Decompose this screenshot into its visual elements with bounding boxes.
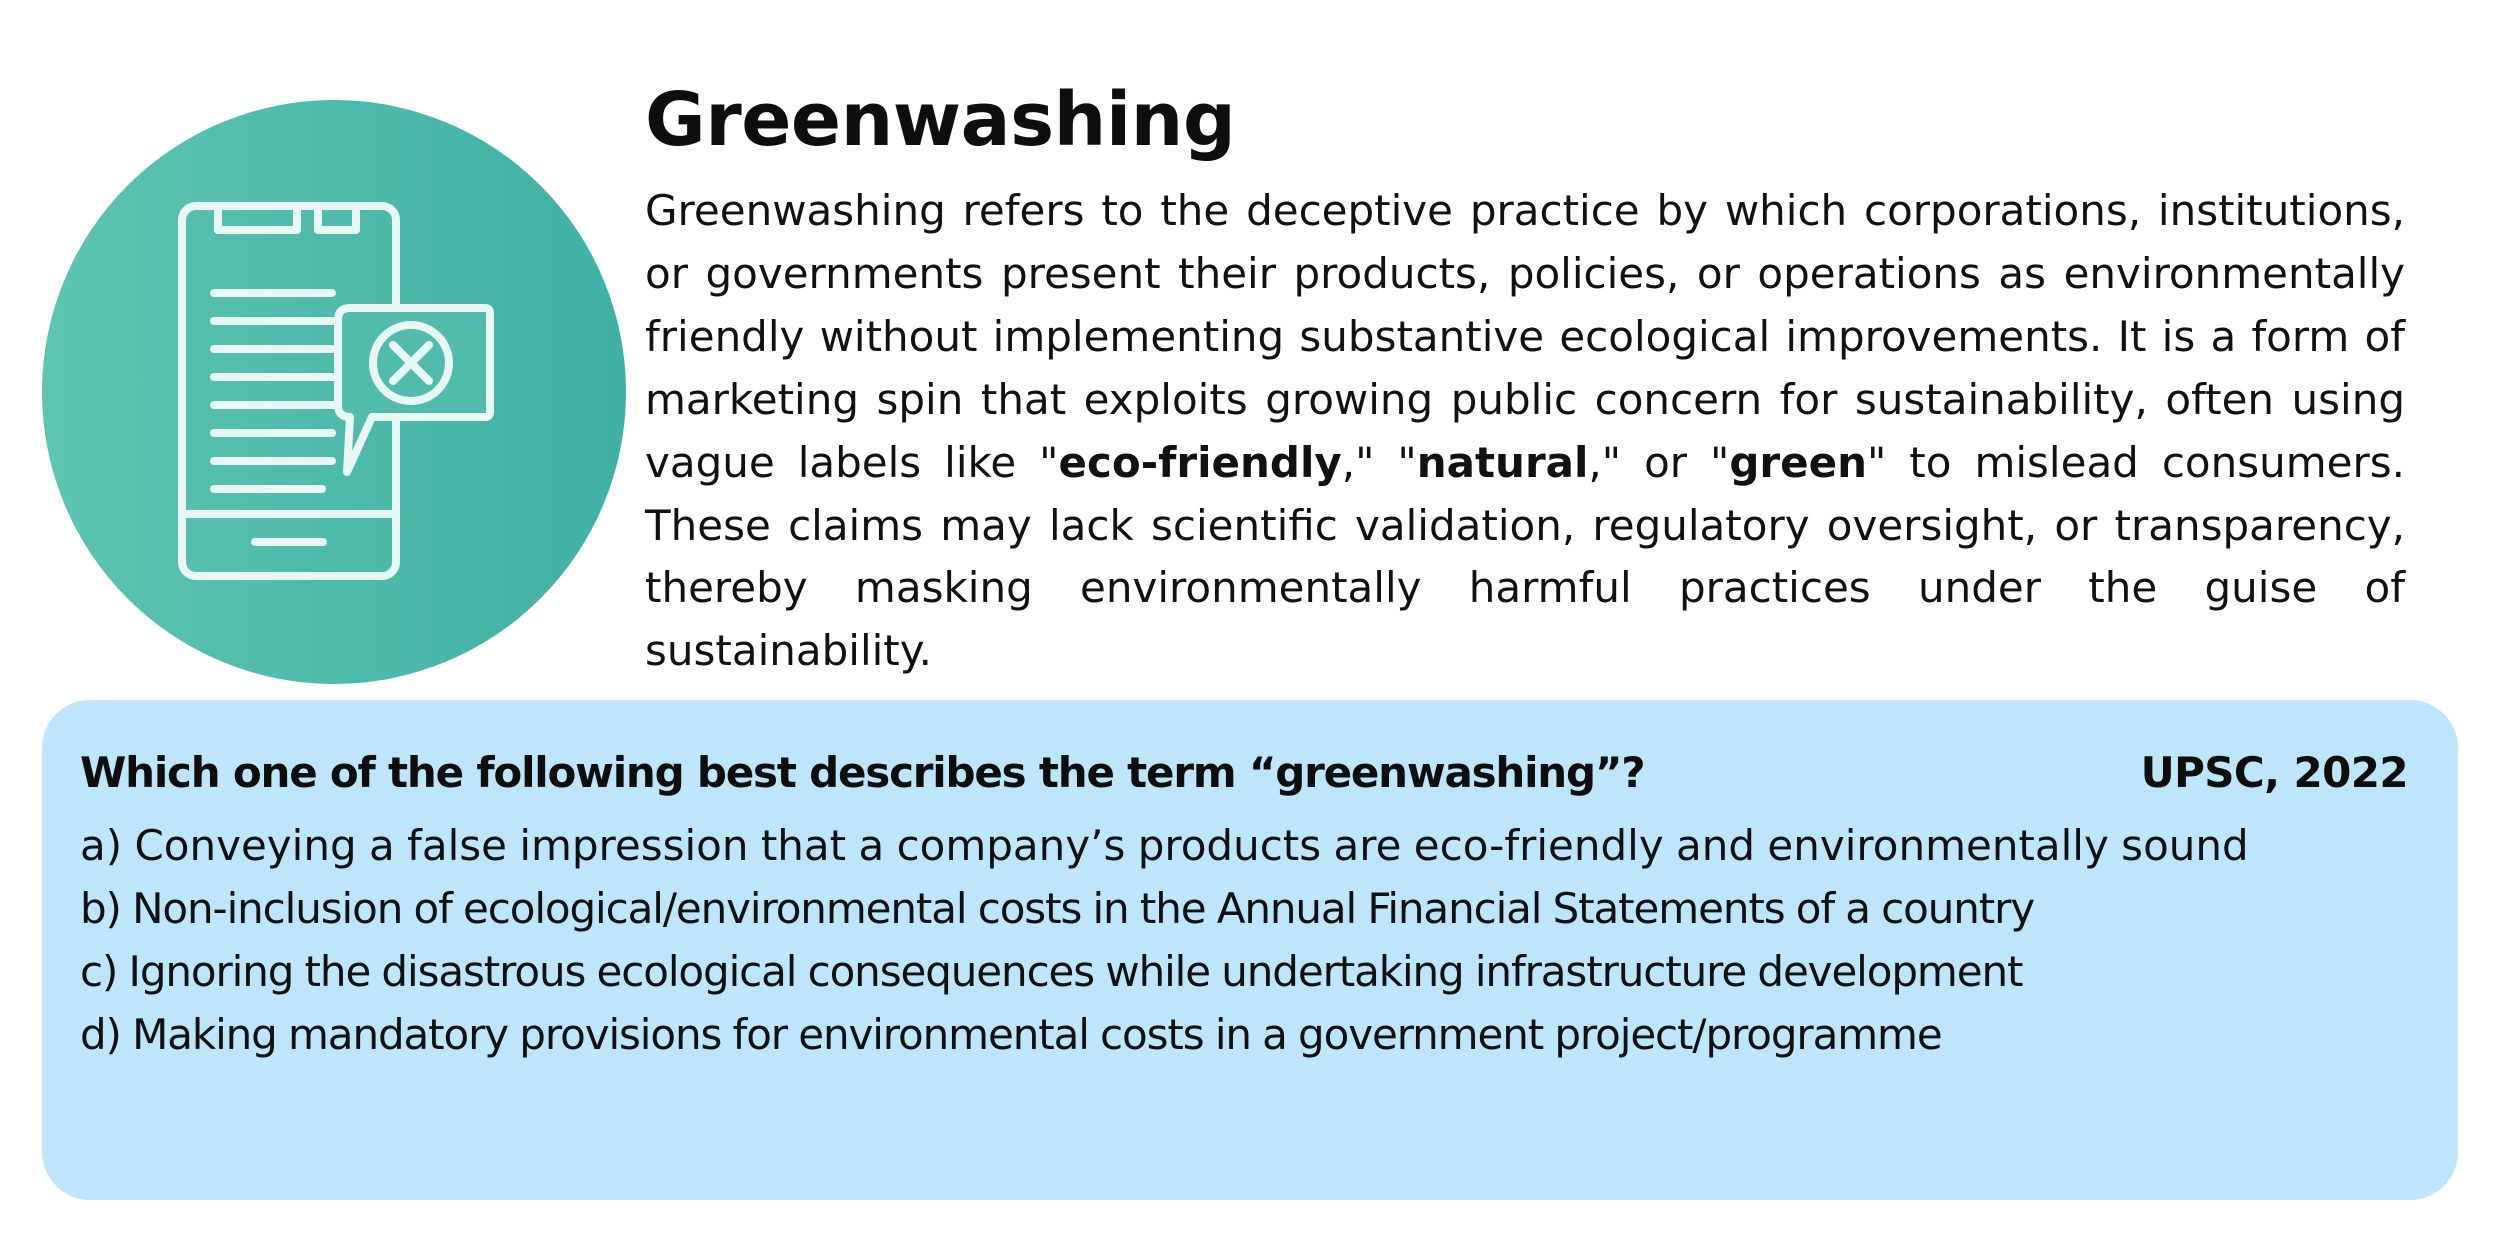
icon-circle <box>42 100 626 684</box>
option-b: b) Non-inclusion of ecological/environmental costs in the Annual Financial Statements of a country <box>80 883 2035 933</box>
quiz-source: UPSC, 2022 <box>2140 748 2408 797</box>
term-natural: natural <box>1416 437 1589 487</box>
definition-text: ," " <box>1341 437 1417 487</box>
term-eco-friendly: eco-friendly <box>1058 437 1342 487</box>
quiz-box <box>42 700 2458 1200</box>
option-c: c) Ignoring the disastrous ecological consequences while undertaking infrastructure development <box>80 946 2023 996</box>
term-green: green <box>1729 437 1867 487</box>
option-d: d) Making mandatory provisions for environmental costs in a government project/programme <box>80 1009 1942 1059</box>
definition-text: " to mislead consumers. These claims may lack scientific validation, regulatory oversight, or transparency, thereby masking environmentally harmful practices under the guise of sustainability. <box>645 437 2405 676</box>
quiz-question: Which one of the following best describes the term “greenwashing”? <box>80 748 1645 797</box>
definition-paragraph <box>645 180 2405 683</box>
page-title: Greenwashing <box>645 77 1236 163</box>
definition-text: Greenwashing refers to the deceptive practice by which corporations, institutions, or governments present their products, policies, or operations as environmentally friendly without implementing substantive ecological improvements. It is a form of marketing spin that exploits growing public concern for sustainability, often using vague labels like " <box>645 186 2405 487</box>
option-a: a) Conveying a false impression that a company’s products are eco-friendly and environmentally sound <box>80 821 2249 870</box>
smartphone-with-error-message-icon <box>42 100 626 684</box>
answer-options <box>80 815 2408 1067</box>
definition-text: ," or " <box>1588 437 1730 487</box>
